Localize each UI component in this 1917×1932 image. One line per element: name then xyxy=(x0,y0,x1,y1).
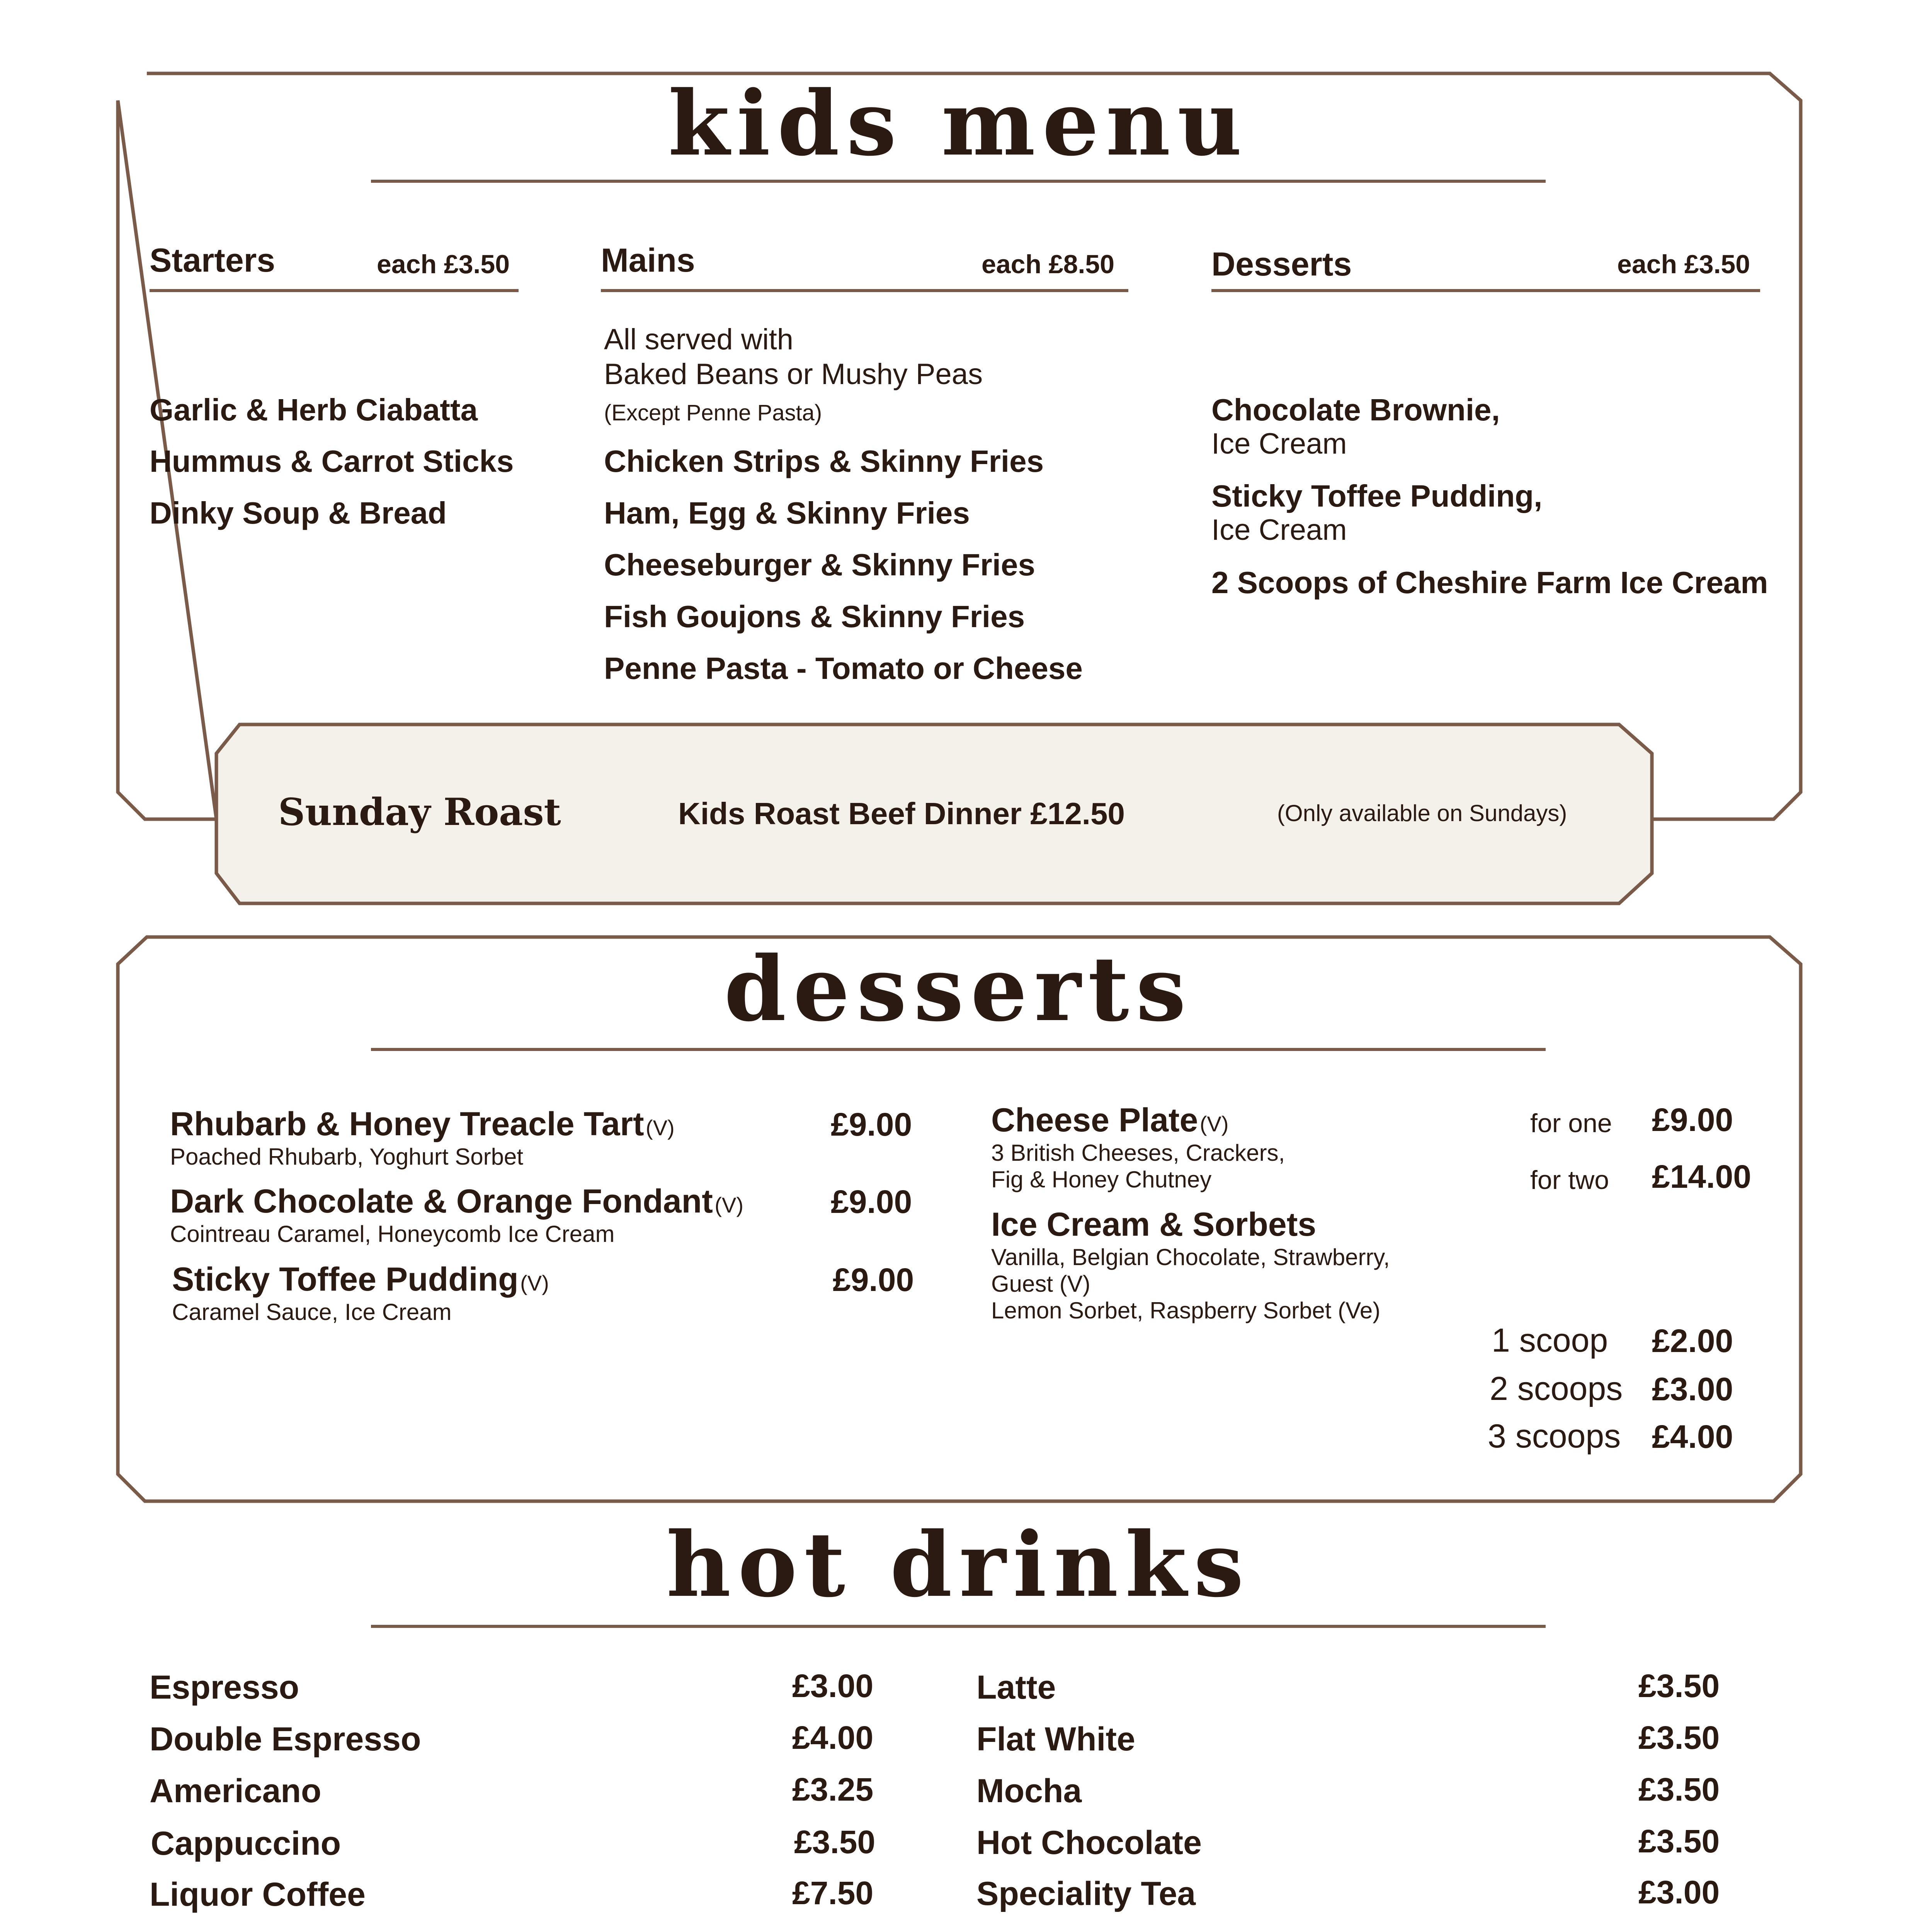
desserts-title: desserts xyxy=(724,937,1193,1041)
drink-name: Flat White xyxy=(976,1721,1135,1758)
drink-price: £3.00 xyxy=(1638,1874,1720,1910)
drink-name: Americano xyxy=(150,1772,321,1810)
scoop-label: 1 scoop xyxy=(1492,1322,1608,1359)
cheese-for-two-label: for two xyxy=(1530,1165,1609,1195)
drink-price: £4.00 xyxy=(792,1719,874,1756)
cheese-plate-tag: (V) xyxy=(1199,1112,1229,1136)
mains-heading: Mains xyxy=(601,242,695,279)
kids-dessert-sub: Ice Cream xyxy=(1211,514,1347,546)
drink-price: £3.50 xyxy=(1638,1719,1720,1756)
ice-cream-desc: Guest (V) xyxy=(991,1271,1090,1297)
drink-name: Double Espresso xyxy=(150,1721,421,1758)
scoop-price: £4.00 xyxy=(1652,1418,1733,1455)
kids-menu-title: kids menu xyxy=(668,71,1249,176)
starters-heading: Starters xyxy=(150,242,276,279)
dessert-item xyxy=(172,1260,549,1325)
cheese-for-two-price: £14.00 xyxy=(1652,1158,1751,1195)
drink-name: Liquor Coffee xyxy=(150,1876,366,1913)
mains-intro-line1: All served with xyxy=(604,323,793,356)
dessert-name: Dark Chocolate & Orange Fondant xyxy=(170,1183,713,1220)
kids-dessert-item: 2 Scoops of Cheshire Farm Ice Cream xyxy=(1211,565,1768,600)
starter-item: Garlic & Herb Ciabatta xyxy=(150,393,478,427)
kids-desserts-price-note: each £3.50 xyxy=(1617,250,1750,279)
mains-price-note: each £8.50 xyxy=(981,250,1115,279)
drink-price: £3.50 xyxy=(794,1824,876,1860)
scoop-label: 3 scoops xyxy=(1488,1418,1621,1455)
drink-name: Hot Chocolate xyxy=(976,1824,1202,1861)
drink-name: Mocha xyxy=(976,1772,1082,1810)
drink-price: £3.25 xyxy=(792,1771,874,1808)
mains-intro-line2: Baked Beans or Mushy Peas xyxy=(604,358,983,391)
kids-dessert-item: Sticky Toffee Pudding, xyxy=(1211,479,1543,513)
drink-name: Espresso xyxy=(150,1669,299,1706)
dessert-name: Rhubarb & Honey Treacle Tart xyxy=(170,1105,644,1143)
drink-price: £3.50 xyxy=(1638,1823,1720,1859)
main-item: Ham, Egg & Skinny Fries xyxy=(604,496,970,530)
dessert-tag: (V) xyxy=(646,1116,675,1140)
dessert-desc: Poached Rhubarb, Yoghurt Sorbet xyxy=(170,1144,524,1170)
dessert-tag: (V) xyxy=(714,1193,743,1217)
dessert-name: Sticky Toffee Pudding xyxy=(172,1261,519,1298)
kids-menu-title-rule xyxy=(371,180,1546,183)
ice-cream-desc: Vanilla, Belgian Chocolate, Strawberry, xyxy=(991,1244,1390,1270)
dessert-desc: Caramel Sauce, Ice Cream xyxy=(172,1299,452,1325)
starter-item: Dinky Soup & Bread xyxy=(150,496,447,530)
hot-drinks-title-rule xyxy=(371,1625,1546,1628)
cheese-plate xyxy=(991,1101,1285,1193)
cheese-plate-desc: Fig & Honey Chutney xyxy=(991,1167,1212,1192)
drink-name: Cappuccino xyxy=(151,1825,341,1862)
mains-rule xyxy=(601,289,1128,292)
drink-price: £3.50 xyxy=(1638,1771,1720,1808)
main-item: Chicken Strips & Skinny Fries xyxy=(604,444,1044,478)
sunday-roast-label: Sunday Roast xyxy=(278,790,561,834)
dessert-item xyxy=(170,1182,743,1247)
sunday-roast-note: (Only available on Sundays) xyxy=(1277,800,1567,826)
scoop-label: 2 scoops xyxy=(1490,1370,1623,1407)
kids-dessert-item: Chocolate Brownie, xyxy=(1211,393,1500,427)
drink-price: £7.50 xyxy=(792,1875,874,1911)
dessert-price: £9.00 xyxy=(831,1184,912,1220)
ice-cream-desc: Lemon Sorbet, Raspberry Sorbet (Ve) xyxy=(991,1298,1381,1323)
kids-dessert-sub: Ice Cream xyxy=(1211,427,1347,460)
ice-cream xyxy=(991,1206,1390,1324)
dessert-desc: Cointreau Caramel, Honeycomb Ice Cream xyxy=(170,1221,615,1247)
dessert-price: £9.00 xyxy=(833,1262,914,1298)
ice-cream-name: Ice Cream & Sorbets xyxy=(991,1206,1317,1243)
cheese-for-one-label: for one xyxy=(1530,1109,1612,1138)
dessert-price: £9.00 xyxy=(831,1106,912,1143)
main-item: Fish Goujons & Skinny Fries xyxy=(604,599,1025,634)
scoop-price: £3.00 xyxy=(1652,1371,1733,1407)
dessert-item xyxy=(170,1105,675,1170)
main-item: Penne Pasta - Tomato or Cheese xyxy=(604,651,1083,685)
hot-drinks-title: hot drinks xyxy=(666,1513,1251,1617)
scoop-price: £2.00 xyxy=(1652,1323,1733,1359)
kids-desserts-heading: Desserts xyxy=(1211,246,1352,283)
starters-price-note: each £3.50 xyxy=(377,250,510,279)
drink-name: Latte xyxy=(976,1669,1056,1706)
drink-price: £3.00 xyxy=(792,1668,874,1704)
starter-item: Hummus & Carrot Sticks xyxy=(150,444,514,478)
cheese-plate-name: Cheese Plate xyxy=(991,1102,1198,1139)
dessert-tag: (V) xyxy=(520,1271,549,1295)
sunday-roast-item: Kids Roast Beef Dinner £12.50 xyxy=(678,796,1125,831)
cheese-for-one-price: £9.00 xyxy=(1652,1102,1733,1138)
kids-desserts-rule xyxy=(1211,289,1760,292)
main-item: Cheeseburger & Skinny Fries xyxy=(604,548,1035,582)
mains-intro-note: (Except Penne Pasta) xyxy=(604,400,822,425)
desserts-title-rule xyxy=(371,1048,1546,1051)
cheese-plate-desc: 3 British Cheeses, Crackers, xyxy=(991,1140,1285,1166)
starters-rule xyxy=(150,289,519,292)
drink-name: Speciality Tea xyxy=(976,1875,1196,1912)
drink-price: £3.50 xyxy=(1638,1668,1720,1704)
